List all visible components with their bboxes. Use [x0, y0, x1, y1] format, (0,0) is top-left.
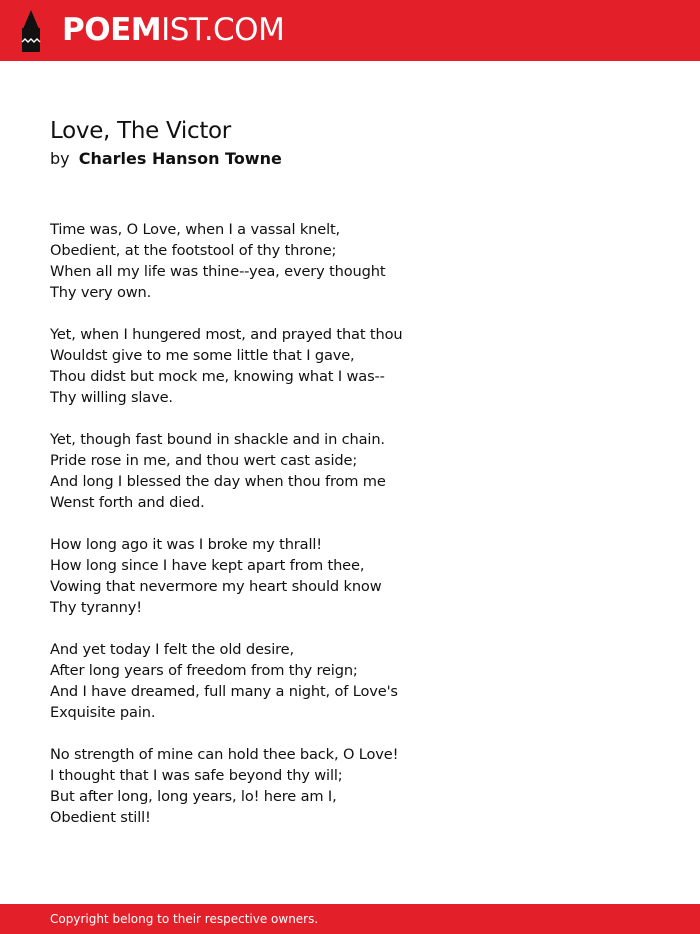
byline — [50, 148, 282, 170]
poem-line: Exquisite pain. — [50, 704, 156, 721]
poem-line: Obedient, at the footstool of thy throne; — [50, 242, 337, 259]
pencil-logo-icon[interactable] — [18, 9, 44, 53]
copyright-notice: Copyright belong to their respective owners. — [50, 912, 319, 926]
poem-line: I thought that I was safe beyond thy will; — [50, 767, 343, 784]
poem-line: How long since I have kept apart from thee, — [50, 557, 365, 574]
brand-light-text: IST.COM — [161, 12, 285, 48]
brand-logo-text[interactable] — [62, 12, 284, 48]
poem-line: Time was, O Love, when I a vassal knelt, — [50, 221, 341, 238]
stanza — [50, 534, 470, 618]
poem-title: Love, The Victor — [50, 118, 231, 144]
poem-line: Thy tyranny! — [50, 599, 142, 616]
stanza — [50, 219, 470, 303]
poem-line: Yet, though fast bound in shackle and in chain. — [50, 431, 385, 448]
poem-line: And yet today I felt the old desire, — [50, 641, 294, 658]
poem-line: Thy very own. — [50, 284, 152, 301]
stanza — [50, 324, 470, 408]
poem-body — [50, 219, 470, 849]
poem-line: And I have dreamed, full many a night, of Love's — [50, 683, 398, 700]
poem-line: Pride rose in me, and thou wert cast aside; — [50, 452, 358, 469]
stanza — [50, 744, 470, 828]
poem-line: But after long, long years, lo! here am I, — [50, 788, 337, 805]
poem-line: Yet, when I hungered most, and prayed that thou — [50, 326, 403, 343]
poem-line: After long years of freedom from thy reign; — [50, 662, 358, 679]
poem-line: Wenst forth and died. — [50, 494, 205, 511]
brand-bold-text: POEM — [62, 12, 162, 48]
stanza — [50, 639, 470, 723]
poem-line: How long ago it was I broke my thrall! — [50, 536, 322, 553]
site-footer — [0, 904, 700, 934]
poem-line: When all my life was thine--yea, every thought — [50, 263, 386, 280]
by-label: by — [50, 149, 70, 168]
site-header — [0, 0, 700, 61]
poem-line: And long I blessed the day when thou from me — [50, 473, 386, 490]
poem-line: Thou didst but mock me, knowing what I was-- — [50, 368, 385, 385]
poem-line: Thy willing slave. — [50, 389, 173, 406]
poem-line: Vowing that nevermore my heart should know — [50, 578, 382, 595]
poem-line: Obedient still! — [50, 809, 151, 826]
author-name: Charles Hanson Towne — [78, 149, 282, 168]
stanza — [50, 429, 470, 513]
poem-line: Wouldst give to me some little that I gave, — [50, 347, 355, 364]
poem-line: No strength of mine can hold thee back, O Love! — [50, 746, 399, 763]
